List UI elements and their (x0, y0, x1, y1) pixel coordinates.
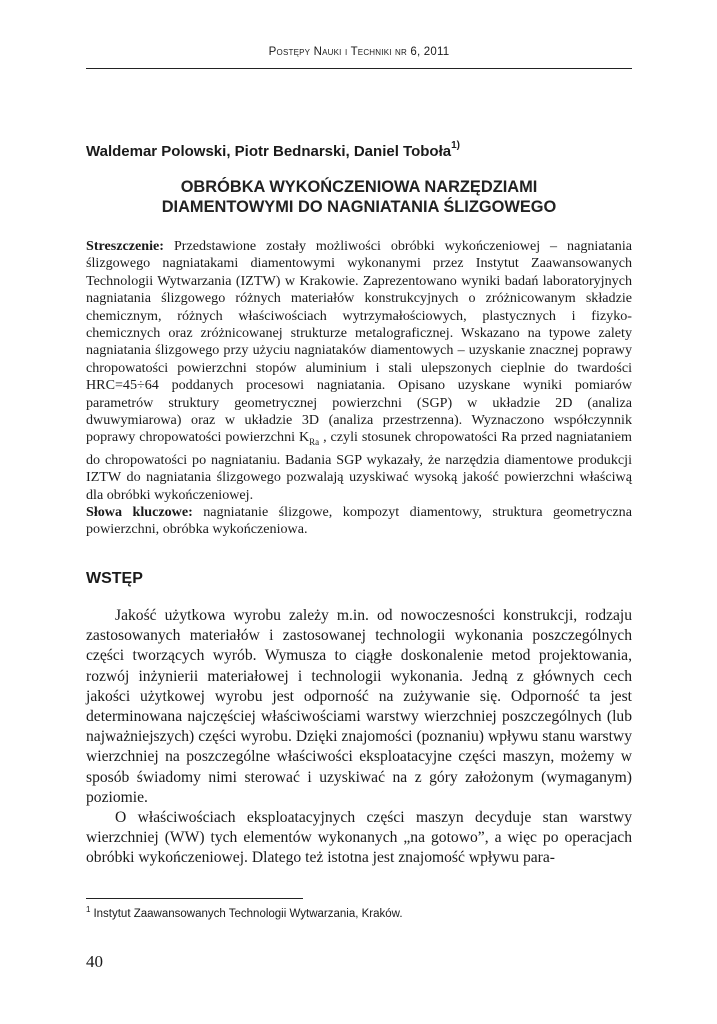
header-rule (86, 68, 632, 69)
keywords-paragraph (86, 504, 632, 539)
keywords-text: nagniatanie ślizgowe, kompozyt diamentowy, struktura geometryczna powierzchni, obróbka wykończeniowa. (86, 503, 632, 538)
abstract (86, 238, 632, 539)
author-names: Waldemar Polowski, Piotr Bednarski, Daniel Toboła (86, 143, 452, 160)
page-number: 40 (86, 952, 103, 971)
title-line-1: OBRÓBKA WYKOŃCZENIOWA NARZĘDZIAMI (180, 178, 538, 196)
abstract-label: Streszczenie: (86, 238, 164, 254)
footnote-rule (86, 898, 303, 899)
body-text (86, 606, 632, 869)
paper-title (86, 177, 632, 217)
abstract-text-2: , czyli stosunek chropowatości Ra przed nagniataniem do chropowatości po nagniataniu. Badania SGP wykazały, że narzędzia diamentowe produkcji IZTW do nagniatania ślizgowego pozwalają uzyskiwać wysoką jakość powierzchni właściwą dla obróbki wykończeniowej. (86, 429, 632, 503)
journal-name: Postępy Nauki i Techniki nr (268, 46, 407, 58)
footnote-mark: 1 (86, 905, 91, 914)
footnote (86, 905, 632, 920)
journal-issue: 6, 2011 (407, 46, 450, 58)
abstract-paragraph (86, 238, 632, 504)
footnote-text: Instytut Zaawansowanych Technologii Wytwarzania, Kraków. (93, 907, 403, 920)
body-paragraph-1: Jakość użytkowa wyrobu zależy m.in. od nowoczesności konstrukcji, rodzaju zastosowanych materiałów i zastosowanej technologii wykonania poszczególnych części tworzących wyrób. Wymusza to ciągłe doskonalenie metod projektowania, rozwój inżynierii materiałowej i technologii wykonania. Jedną z głównych cech jakości użytkowej wyrobu jest odporność na zużywanie się. Odporność ta jest determinowana najczęściej właściwościami warstwy wierzchniej poszczególnych (lub najważniejszych) części wyrobu. Dzięki znajomości (poznaniu) wpływu stanu warstwy wierzchniej na poszczególne właściwości eksploatacyjne części maszyn, możemy w sposób świadomy nimi sterować i uzyskiwać na z góry założonym (wymaganym) poziomie. (86, 607, 632, 806)
title-line-2: DIAMENTOWYMI DO NAGNIATANIA ŚLIZGOWEGO (161, 198, 557, 216)
author-line (86, 142, 646, 160)
abstract-text-1: Przedstawione zostały możliwości obróbki wykończeniowej – nagniatania ślizgowego nagniatakami diamentowymi wykonanymi przez Instytut Zaawansowanych Technologii Wytwarzania (IZTW) w Krakowie. Zaprezentowano wyniki badań laboratoryjnych nagniatania ślizgowego różnych materiałów konstrukcyjnych o zróżnicowanym składzie chemicznym, różnych właściwościach wytrzymałościowych, plastycznych i fizyko-chemicznych oraz zróżnicowanej strukturze metalograficznej. Wskazano na typowe zalety nagniatania ślizgowego przy użyciu nagniataków diamentowych – uzyskanie znacznej poprawy chropowatości powierzchni stopów aluminium i stali ulepszonych cieplnie do twardości HRC=45÷64 poddanych procesowi nagniatania. Opisano uzyskane wyniki pomiarów parametrów struktury geometrycznej powierzchni (SGP) w układzie 2D (analiza dwuwymiarowa) oraz w układzie 3D (analiza przestrzenna). Wyznaczono współczynnik poprawy chropowatości powierzchni K (86, 238, 632, 446)
body-paragraph-2: O właściwościach eksploatacyjnych części maszyn decyduje stan warstwy wierzchniej (WW) tych elementów wykonanych „na gotowo”, a więc po operacjach obróbki wykończeniowej. Dlatego też istotna jest znajomość wpływu para- (86, 809, 632, 867)
running-header (86, 46, 632, 58)
author-footnote-mark: 1) (451, 140, 460, 151)
section-heading: WSTĘP (86, 570, 143, 587)
abstract-subscript: Ra (309, 437, 320, 448)
keywords-label: Słowa kluczowe: (86, 503, 193, 520)
